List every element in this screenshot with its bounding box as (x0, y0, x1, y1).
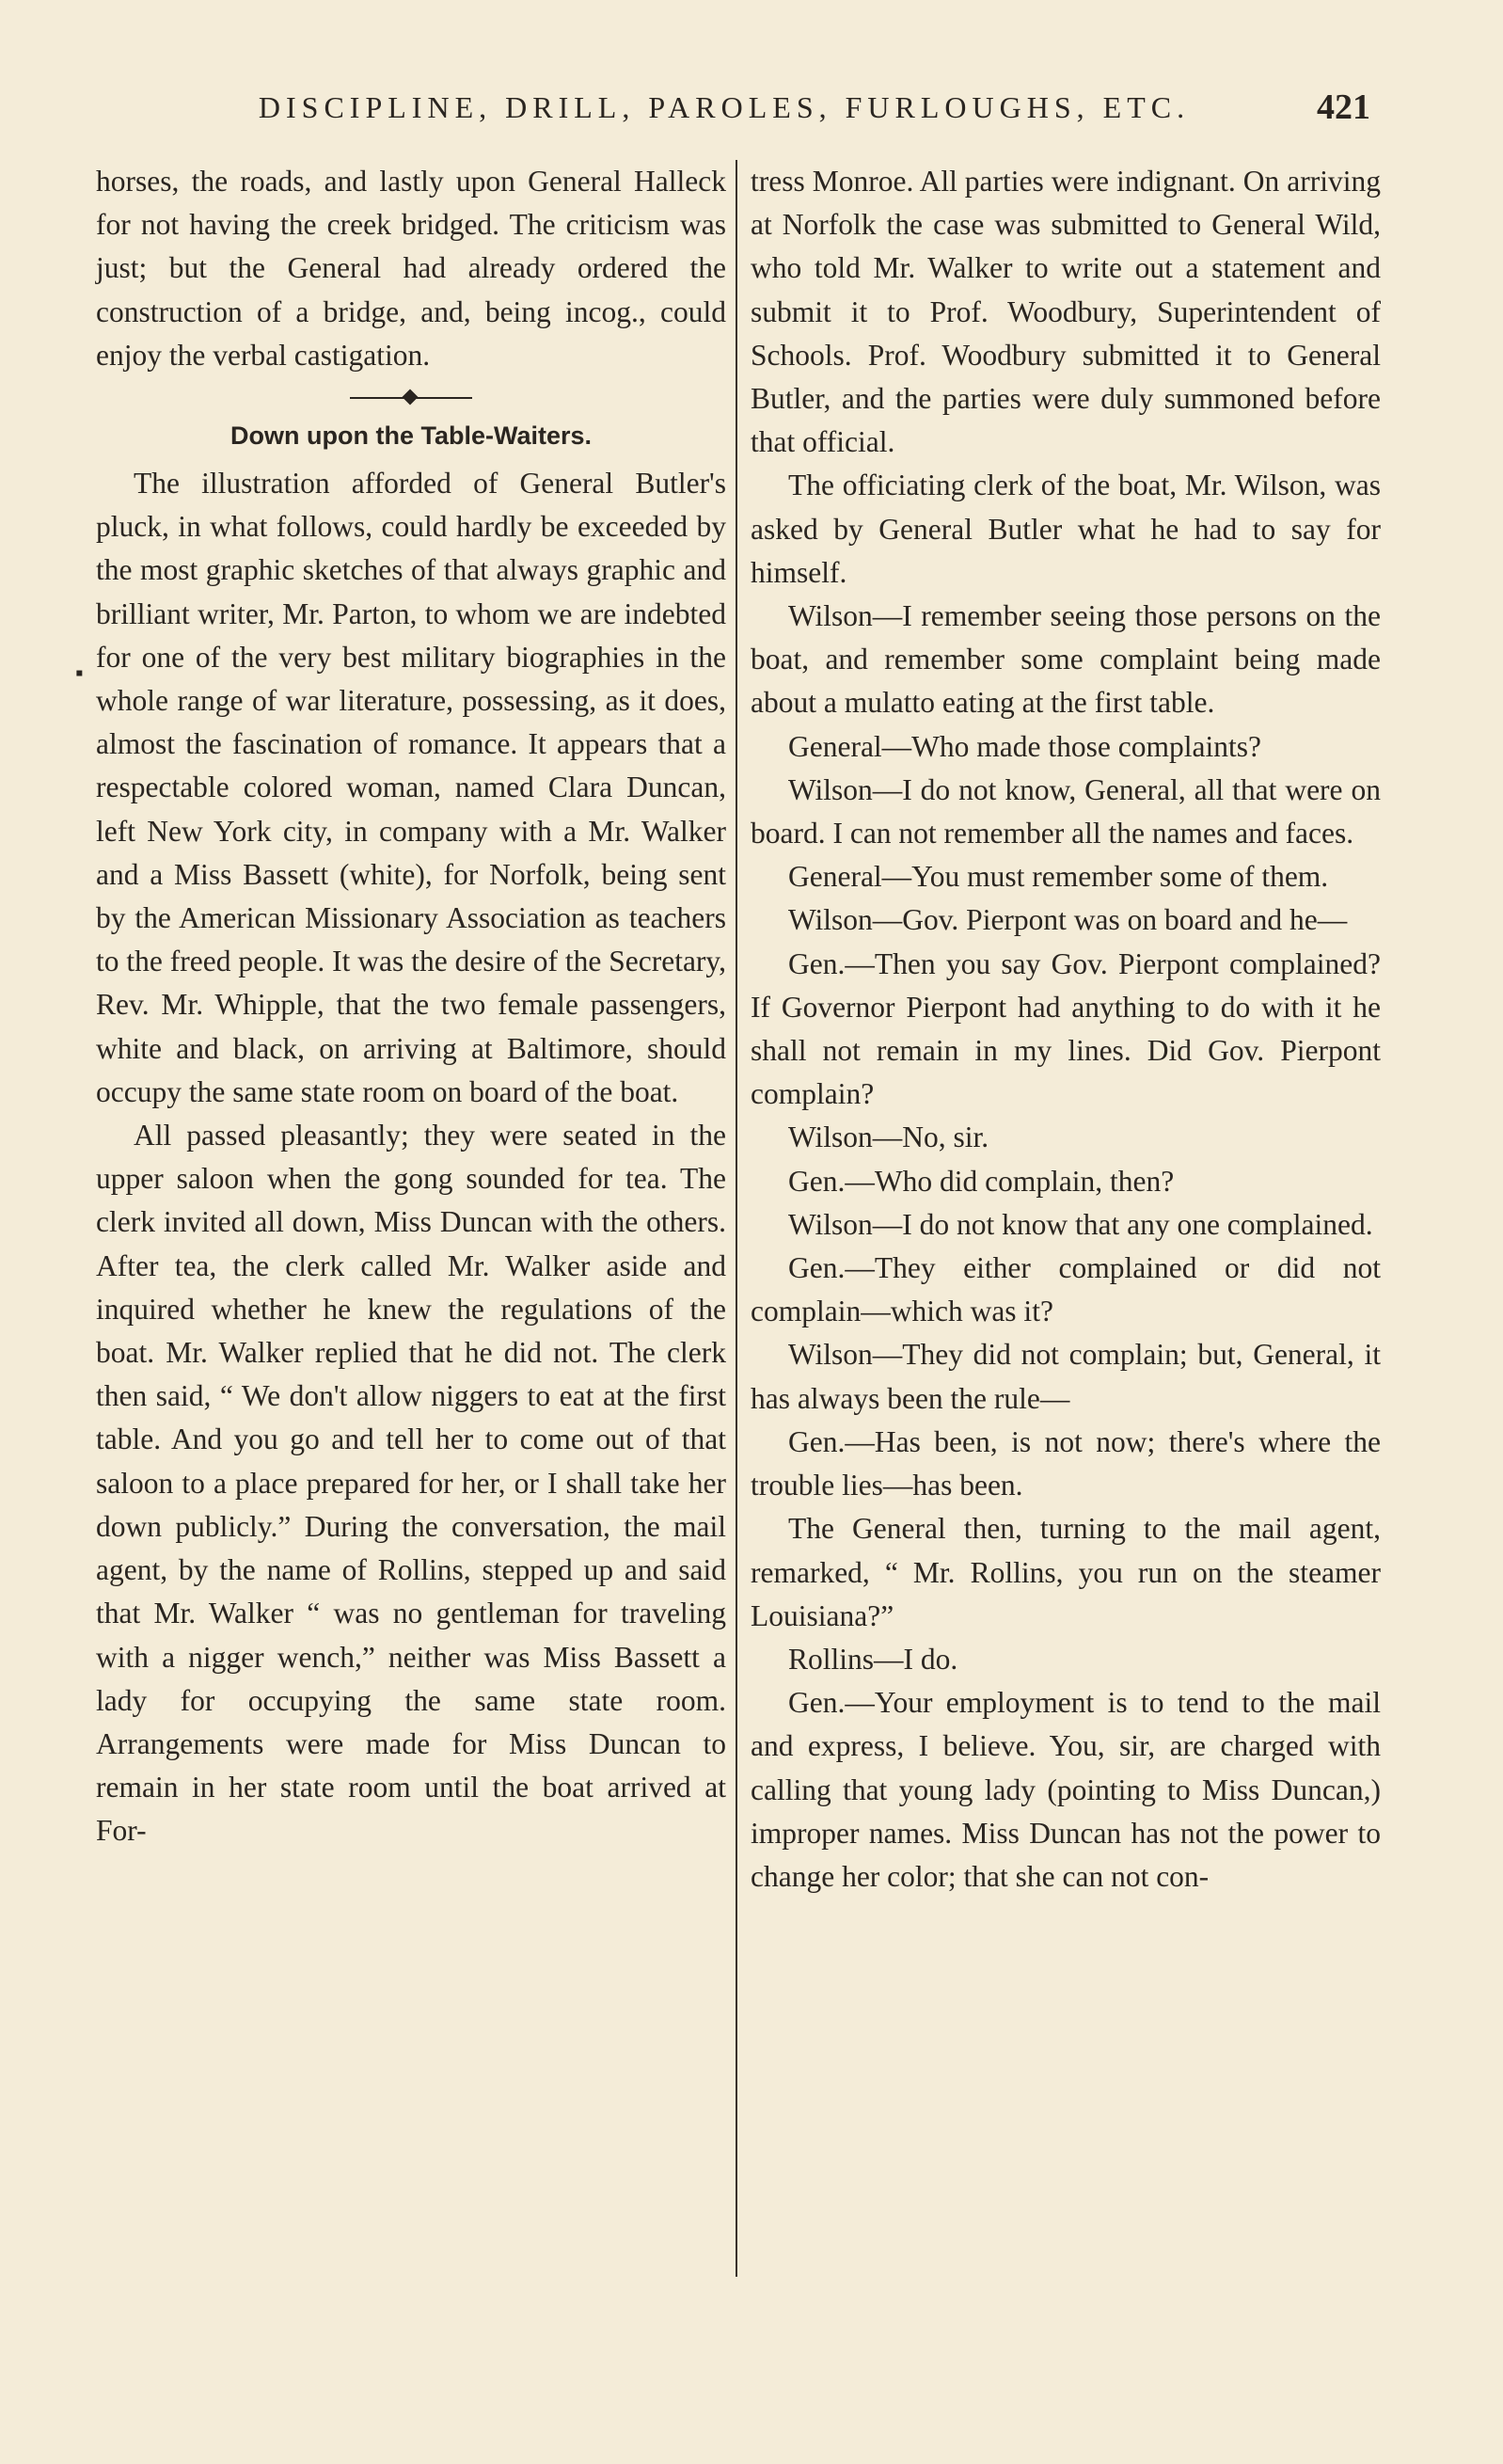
right-column (751, 160, 1381, 1899)
paragraph: The General then, turning to the mail agent, remarked, “ Mr. Rollins, you run on the steamer Louisiana?” (751, 1512, 1381, 1632)
paragraph: General—You must remember some of them. (788, 860, 1329, 894)
paragraph: Gen.—Your employment is to tend to the mail and express, I believe. You, sir, are charged with calling that young lady (pointing to Miss Duncan,) improper names. Miss Duncan has not the power to change her color; that she can not con- (751, 1686, 1381, 1893)
paragraph: General—Who made those complaints? (788, 729, 1261, 763)
section-divider (350, 387, 472, 409)
running-head: DISCIPLINE, DRILL, PAROLES, FURLOUGHS, ETC. (258, 90, 1191, 124)
paragraph: Wilson—No, sir. (788, 1121, 989, 1154)
paragraph-continuation: tress Monroe. All parties were indignant. On arriving at Norfolk the case was submitted to General Wild, who told Mr. Walker to write out a statement and submit it to Prof. Woodbury, Superintendent of Schools. Prof. Woodbury submitted it to General Butler, and the parties were duly summoned before that official. (751, 165, 1381, 459)
paragraph: Wilson—Gov. Pierpont was on board and he— (788, 903, 1348, 937)
paragraph: Gen.—Then you say Gov. Pierpont complained? If Governor Pierpont had anything to do with it he shall not remain in my lines. Did Gov. Pierpont complain? (751, 946, 1381, 1111)
paragraph: Wilson—They did not complain; but, General, it has always been the rule— (751, 1338, 1381, 1415)
paragraph-continuation: horses, the roads, and lastly upon General Halleck for not having the creek bridged. The criticism was just; but the General had already ordered the construction of a bridge, and, being incog., could enjoy the verbal castigation. (96, 165, 726, 372)
paragraph: All passed pleasantly; they were seated in the upper saloon when the gong sounded for tea. The clerk invited all down, Miss Duncan with the others. After tea, the clerk called Mr. Walker aside and inquired whether he knew the regulations of the boat. Mr. Walker replied that he did not. The clerk then said, “ We don't allow niggers to eat at the first table. And you go and tell her to come out of that saloon to a place prepared for her, or I shall take her down publicly.” During the conversation, the mail agent, by the name of Rollins, stepped up and said that Mr. Walker “ was no gentleman for traveling with a nigger wench,” neither was Miss Bassett a lady for occupying the same state room. Arrangements were made for Miss Duncan to remain in her state room until the boat arrived at For- (96, 1119, 726, 1848)
paragraph: Wilson—I do not know that any one complained. (788, 1207, 1373, 1241)
column-rule (736, 160, 737, 2277)
paragraph: The officiating clerk of the boat, Mr. Wilson, was asked by General Butler what he had to say for himself. (751, 469, 1381, 589)
paragraph: Wilson—I do not know, General, all that were on board. I can not remember all the names and faces. (751, 772, 1381, 850)
page-number: 421 (1317, 87, 1370, 127)
left-column (96, 160, 726, 1853)
paragraph: Gen.—Has been, is not now; there's where the trouble lies—has been. (751, 1424, 1381, 1502)
margin-mark: ▪ (75, 661, 84, 686)
paragraph: The illustration afforded of General Butler's pluck, in what follows, could hardly be exceeded by the most graphic sketches of that always graphic and brilliant writer, Mr. Parton, to whom we are indebted for one of the very best military biographies in the whole range of war literature, possessing, as it does, almost the fascination of romance. It appears that a respectable colored woman, named Clara Duncan, left New York city, in company with a Mr. Walker and a Miss Bassett (white), for Norfolk, being sent by the American Missionary Association as teachers to the freed people. It was the desire of the Secretary, Rev. Mr. Whipple, that the two female passengers, white and black, on arriving at Baltimore, should occupy the same state room on board of the boat. (96, 467, 726, 1108)
paragraph: Gen.—Who did complain, then? (788, 1164, 1175, 1198)
paragraph: Wilson—I remember seeing those persons on the boat, and remember some complaint being made about a mulatto eating at the first table. (751, 599, 1381, 720)
divider-ornament-icon (403, 389, 419, 405)
paragraph: Gen.—They either complained or did not complain—which was it? (751, 1251, 1381, 1328)
section-title: Down upon the Table-Waiters. (230, 421, 592, 451)
paragraph: Rollins—I do. (788, 1642, 958, 1676)
